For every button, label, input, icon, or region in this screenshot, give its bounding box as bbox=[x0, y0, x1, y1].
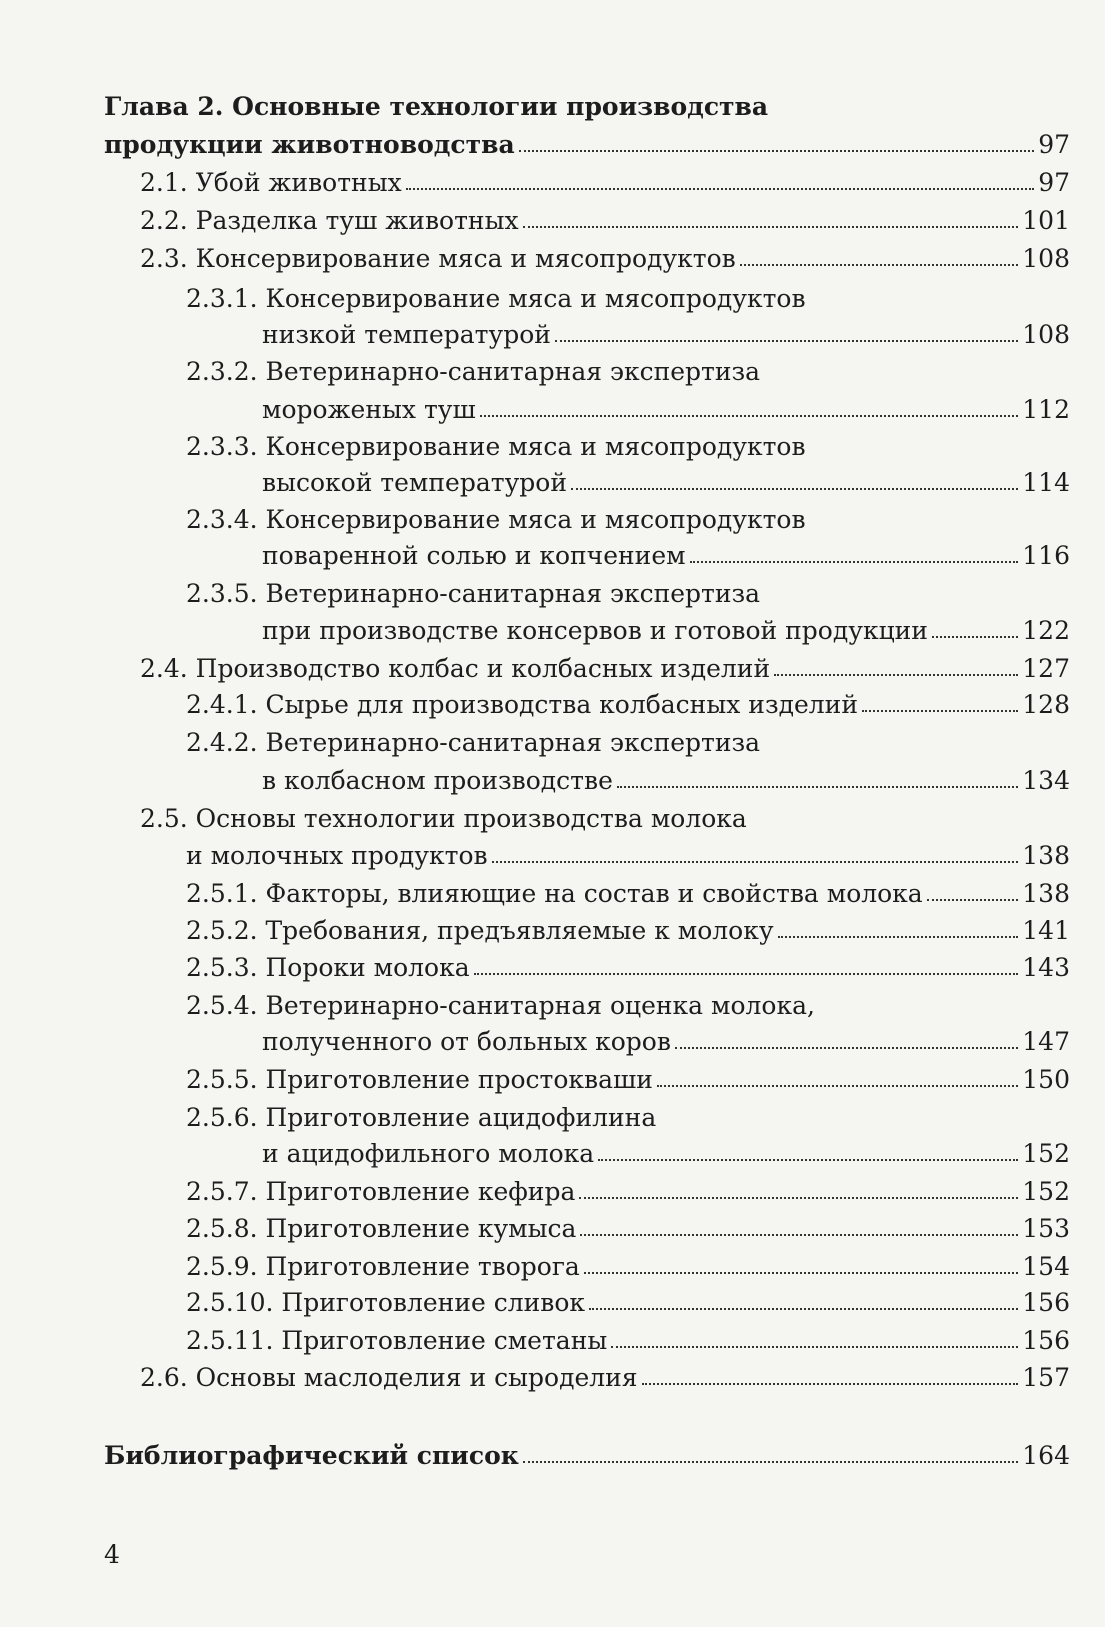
toc-entry-page: 152 bbox=[1022, 1139, 1070, 1168]
toc-entry-title: в колбасном производстве bbox=[262, 766, 613, 795]
toc-entry-page: 134 bbox=[1022, 766, 1070, 795]
toc-entry bbox=[104, 537, 1070, 571]
toc-entry bbox=[104, 612, 1070, 646]
toc-entry bbox=[104, 800, 747, 834]
toc-leader-dots bbox=[642, 1383, 1019, 1385]
toc-entry-title: 2.5.2. Требования, предъявляемые к молоку bbox=[186, 916, 774, 945]
toc-entry bbox=[104, 1248, 1070, 1282]
toc-entry-page: 153 bbox=[1022, 1214, 1070, 1243]
toc-leader-dots bbox=[774, 674, 1018, 676]
toc-leader-dots bbox=[480, 415, 1019, 417]
toc-leader-dots bbox=[523, 1461, 1018, 1463]
toc-leader-dots bbox=[589, 1308, 1018, 1310]
toc-entry bbox=[104, 240, 1070, 274]
toc-entry-page: 97 bbox=[1038, 168, 1070, 197]
toc-entry bbox=[104, 650, 1070, 684]
toc-leader-dots bbox=[492, 861, 1019, 863]
toc-entry-page: 114 bbox=[1022, 468, 1070, 497]
toc-entry-title: 2.3.3. Консервирование мяса и мясопродуктов bbox=[186, 432, 806, 461]
toc-entry bbox=[104, 724, 760, 758]
toc-entry bbox=[104, 912, 1070, 946]
toc-entry-title: 2.3. Консервирование мяса и мясопродуктов bbox=[140, 244, 736, 273]
toc-entry-page: 116 bbox=[1022, 541, 1070, 570]
toc-entry-title: 2.5.8. Приготовление кумыса bbox=[186, 1214, 577, 1243]
toc-entry-title: поваренной солью и копчением bbox=[262, 541, 686, 570]
toc-entry-title: 2.5.4. Ветеринарно-санитарная оценка молока, bbox=[186, 991, 815, 1020]
toc-entry bbox=[104, 464, 1070, 498]
toc-entry bbox=[104, 353, 760, 387]
toc-entry-title: 2.3.4. Консервирование мяса и мясопродуктов bbox=[186, 505, 806, 534]
toc-entry-page: 112 bbox=[1022, 395, 1070, 424]
toc-leader-dots bbox=[571, 488, 1018, 490]
toc-leader-dots bbox=[580, 1234, 1018, 1236]
toc-leader-dots bbox=[690, 561, 1019, 563]
toc-entry-title: и молочных продуктов bbox=[186, 841, 488, 870]
toc-entry-title: 2.4.2. Ветеринарно-санитарная экспертиза bbox=[186, 728, 761, 757]
toc-entry bbox=[104, 88, 768, 122]
toc-entry-title: 2.1. Убой животных bbox=[140, 168, 402, 197]
toc-entry bbox=[104, 164, 1070, 198]
toc-entry-page: 97 bbox=[1038, 130, 1070, 159]
toc-entry-title: 2.5.5. Приготовление простокваши bbox=[186, 1065, 653, 1094]
toc-entry-page: 156 bbox=[1022, 1326, 1070, 1355]
toc-entry-title: 2.5.6. Приготовление ацидофилина bbox=[186, 1103, 657, 1132]
toc-entry-page: 128 bbox=[1022, 690, 1070, 719]
toc-entry-title: Библиографический список bbox=[104, 1441, 519, 1470]
toc-entry-title: низкой температурой bbox=[262, 320, 551, 349]
toc-entry-page: 122 bbox=[1022, 616, 1070, 645]
toc-entry bbox=[104, 575, 760, 609]
toc-entry bbox=[104, 316, 1070, 350]
toc-entry-title: 2.3.2. Ветеринарно-санитарная экспертиза bbox=[186, 357, 761, 386]
toc-leader-dots bbox=[740, 264, 1019, 266]
toc-leader-dots bbox=[778, 936, 1019, 938]
page-number: 4 bbox=[104, 1540, 120, 1569]
toc-leader-dots bbox=[474, 973, 1019, 975]
toc-leader-dots bbox=[932, 636, 1018, 638]
toc-entry bbox=[104, 1173, 1070, 1207]
toc-entry-page: 143 bbox=[1022, 953, 1070, 982]
toc-entry bbox=[104, 1061, 1070, 1095]
toc-entry-title: 2.4.1. Сырье для производства колбасных изделий bbox=[186, 690, 858, 719]
toc-entry-title: 2.5.7. Приготовление кефира bbox=[186, 1177, 576, 1206]
toc-entry-title: 2.4. Производство колбас и колбасных изделий bbox=[140, 654, 771, 683]
toc-entry bbox=[104, 1437, 1070, 1471]
toc-entry-title: мороженых туш bbox=[262, 395, 476, 424]
toc-leader-dots bbox=[862, 710, 1018, 712]
toc-entry-title: 2.3.1. Консервирование мяса и мясопродуктов bbox=[186, 284, 806, 313]
toc-entry bbox=[104, 1023, 1070, 1057]
toc-leader-dots bbox=[519, 150, 1034, 152]
toc-leader-dots bbox=[675, 1047, 1018, 1049]
toc-entry bbox=[104, 126, 1070, 160]
toc-entry bbox=[104, 501, 806, 535]
toc-entry-title: 2.6. Основы маслоделия и сыроделия bbox=[140, 1363, 638, 1392]
toc-entry-page: 108 bbox=[1022, 320, 1070, 349]
toc-entry bbox=[104, 391, 1070, 425]
toc-entry bbox=[104, 686, 1070, 720]
toc-entry bbox=[104, 875, 1070, 909]
toc-entry bbox=[104, 949, 1070, 983]
toc-entry-page: 108 bbox=[1022, 244, 1070, 273]
toc-entry-page: 138 bbox=[1022, 879, 1070, 908]
toc-entry bbox=[104, 280, 806, 314]
toc-entry bbox=[104, 1359, 1070, 1393]
toc-entry-title: и ацидофильного молока bbox=[262, 1139, 595, 1168]
toc-entry-page: 164 bbox=[1022, 1441, 1070, 1470]
toc-entry bbox=[104, 1135, 1070, 1169]
toc-entry-title: высокой температурой bbox=[262, 468, 568, 497]
toc-entry bbox=[104, 1210, 1070, 1244]
toc-entry-page: 157 bbox=[1022, 1363, 1070, 1392]
toc-entry bbox=[104, 1322, 1070, 1356]
toc-entry-title: при производстве консервов и готовой продукции bbox=[262, 616, 928, 645]
toc-leader-dots bbox=[611, 1346, 1018, 1348]
toc-entry-page: 138 bbox=[1022, 841, 1070, 870]
toc-entry-page: 154 bbox=[1022, 1252, 1070, 1281]
toc-leader-dots bbox=[555, 340, 1018, 342]
toc-entry-title: 2.5.3. Пороки молока bbox=[186, 953, 470, 982]
toc-entry-title: продукции животноводства bbox=[104, 130, 515, 159]
toc-entry-title: 2.3.5. Ветеринарно-санитарная экспертиза bbox=[186, 579, 761, 608]
toc-entry-page: 152 bbox=[1022, 1177, 1070, 1206]
toc-entry-page: 156 bbox=[1022, 1288, 1070, 1317]
toc-entry bbox=[104, 1099, 656, 1133]
toc-entry-title: 2.5.9. Приготовление творога bbox=[186, 1252, 580, 1281]
toc-entry-title: 2.2. Разделка туш животных bbox=[140, 206, 519, 235]
toc-entry bbox=[104, 428, 806, 462]
toc-leader-dots bbox=[657, 1085, 1018, 1087]
toc-leader-dots bbox=[598, 1159, 1018, 1161]
toc-entry-page: 147 bbox=[1022, 1027, 1070, 1056]
toc-entry-title: 2.5.10. Приготовление сливок bbox=[186, 1288, 586, 1317]
toc-leader-dots bbox=[584, 1272, 1018, 1274]
toc-entry-title: Глава 2. Основные технологии производства bbox=[104, 92, 769, 121]
toc-entry-title: 2.5.11. Приготовление сметаны bbox=[186, 1326, 608, 1355]
toc-entry-page: 101 bbox=[1022, 206, 1070, 235]
toc-entry-title: 2.5.1. Факторы, влияющие на состав и свойства молока bbox=[186, 879, 923, 908]
toc-entry-title: 2.5. Основы технологии производства молока bbox=[140, 804, 747, 833]
toc-leader-dots bbox=[406, 188, 1034, 190]
toc-entry bbox=[104, 762, 1070, 796]
toc-leader-dots bbox=[579, 1197, 1018, 1199]
toc-entry bbox=[104, 1284, 1070, 1318]
toc-entry bbox=[104, 202, 1070, 236]
toc-entry-title: полученного от больных коров bbox=[262, 1027, 671, 1056]
toc-entry bbox=[104, 837, 1070, 871]
toc-entry-page: 127 bbox=[1022, 654, 1070, 683]
toc-leader-dots bbox=[617, 786, 1018, 788]
toc-entry-page: 150 bbox=[1022, 1065, 1070, 1094]
toc-leader-dots bbox=[523, 226, 1019, 228]
toc-entry-page: 141 bbox=[1022, 916, 1070, 945]
toc-entry bbox=[104, 987, 815, 1021]
toc-leader-dots bbox=[927, 899, 1019, 901]
